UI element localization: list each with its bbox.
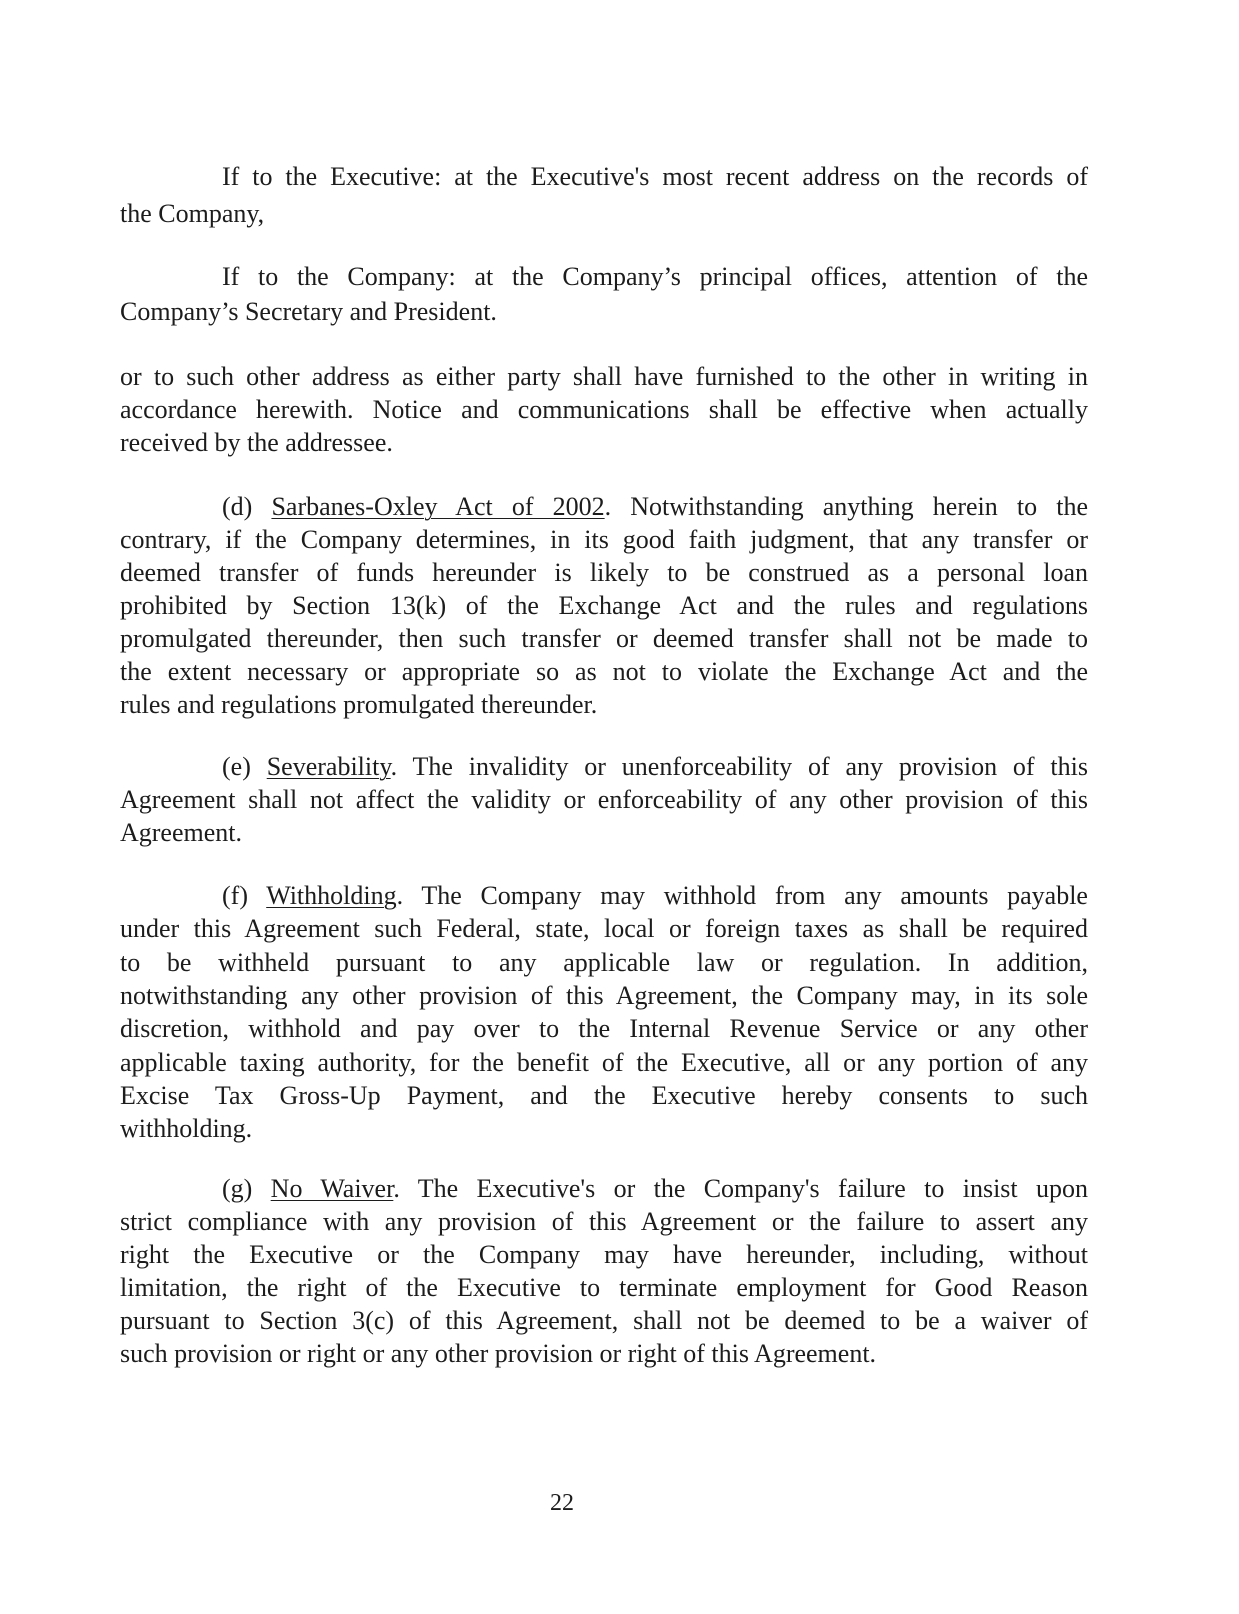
line-text: . The Company may withhold from any amounts payable <box>396 881 1088 910</box>
paragraph-4-line: prohibited by Section 13(k) of the Exchange Act and the rules and regulations <box>120 591 1088 620</box>
paragraph-5-line: Agreement. <box>120 818 243 847</box>
paragraph-5-line: Agreement shall not affect the validity or enforceability of any other provision of this <box>120 785 1088 814</box>
line-text: . The Executive's or the Company's failure to insist upon <box>393 1174 1088 1203</box>
paragraph-1-line: the Company, <box>120 199 265 228</box>
paragraph-4-line: the extent necessary or appropriate so as not to violate the Exchange Act and the <box>120 657 1088 686</box>
paragraph-4-line: promulgated thereunder, then such transfer or deemed transfer shall not be made to <box>120 624 1088 653</box>
line-text: . Notwithstanding anything herein to the <box>604 492 1088 521</box>
paragraph-4-line: rules and regulations promulgated thereunder. <box>120 690 598 719</box>
paragraph-6-line: Excise Tax Gross-Up Payment, and the Executive hereby consents to such <box>120 1080 1088 1110</box>
paragraph-6-line: under this Agreement such Federal, state, local or foreign taxes as shall be required <box>120 914 1088 944</box>
paragraph-7-line <box>222 1173 1088 1205</box>
line-text: . The invalidity or unenforceability of any provision of this <box>390 752 1088 781</box>
paragraph-5-line <box>222 751 1088 783</box>
paragraph-6-line <box>222 880 1088 912</box>
paragraph-7-line: right the Executive or the Company may have hereunder, including, without <box>120 1240 1088 1269</box>
paragraph-3-line: received by the addressee. <box>120 428 393 457</box>
paragraph-1-line: If to the Executive: at the Executive's most recent address on the records of <box>222 162 1088 191</box>
paragraph-3-line: or to such other address as either party shall have furnished to the other in writing in <box>120 362 1088 391</box>
paragraph-4-line <box>222 491 1088 523</box>
paragraph-2-line: Company’s Secretary and President. <box>120 297 497 326</box>
paragraph-6-line: discretion, withhold and pay over to the Internal Revenue Service or any other <box>120 1014 1088 1044</box>
paragraph-6-line: applicable taxing authority, for the benefit of the Executive, all or any portion of any <box>120 1047 1088 1077</box>
paragraph-6-line: withholding. <box>120 1114 253 1144</box>
page-number: 22 <box>550 1490 574 1516</box>
section-label: (f) <box>222 881 267 910</box>
section-label: (g) <box>222 1174 271 1203</box>
paragraph-7-line: strict compliance with any provision of this Agreement or the failure to assert any <box>120 1207 1088 1236</box>
section-heading: Sarbanes-Oxley Act of 2002 <box>271 492 605 521</box>
paragraph-6-line: notwithstanding any other provision of this Agreement, the Company may, in its sole <box>120 980 1088 1010</box>
paragraph-7-line: pursuant to Section 3(c) of this Agreement, shall not be deemed to be a waiver of <box>120 1306 1088 1335</box>
section-heading: Withholding <box>266 881 397 910</box>
section-heading: No Waiver <box>270 1174 394 1203</box>
paragraph-6-line: to be withheld pursuant to any applicable law or regulation. In addition, <box>120 947 1088 977</box>
section-label: (e) <box>222 752 267 781</box>
paragraph-2-line: If to the Company: at the Company’s principal offices, attention of the <box>222 262 1088 291</box>
paragraph-7-line: limitation, the right of the Executive to terminate employment for Good Reason <box>120 1273 1088 1302</box>
paragraph-4-line: contrary, if the Company determines, in its good faith judgment, that any transfer or <box>120 525 1088 554</box>
section-label: (d) <box>222 492 272 521</box>
paragraph-3-line: accordance herewith. Notice and communications shall be effective when actually <box>120 395 1088 424</box>
paragraph-4-line: deemed transfer of funds hereunder is likely to be construed as a personal loan <box>120 558 1088 587</box>
paragraph-7-line: such provision or right or any other provision or right of this Agreement. <box>120 1339 877 1368</box>
section-heading: Severability <box>266 752 391 781</box>
